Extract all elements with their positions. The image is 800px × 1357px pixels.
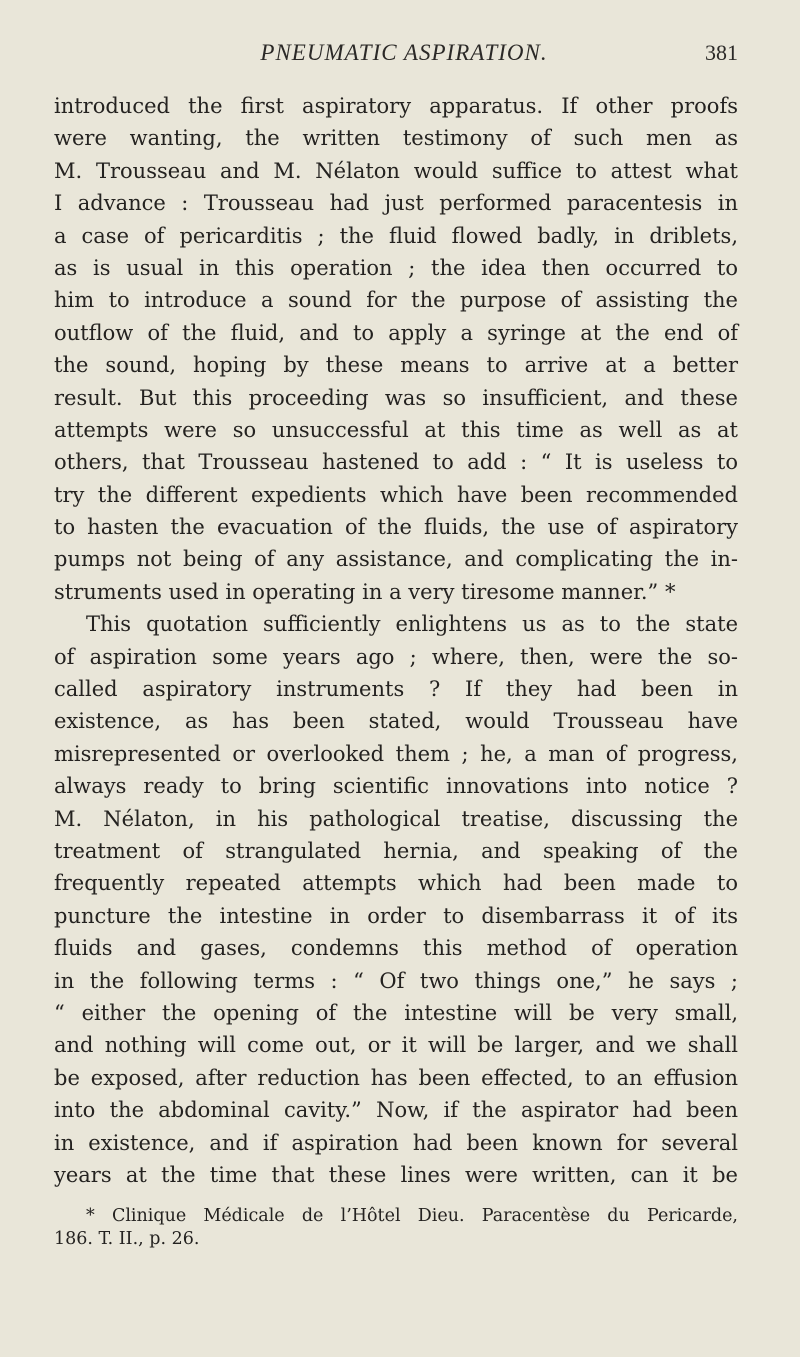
text-line: called aspiratory instruments ? If they had been in <box>54 677 738 702</box>
text-line: I advance : Trousseau had just performed paracentesis in <box>54 191 738 216</box>
text-line: fluids and gases, condemns this method of operation <box>54 936 738 961</box>
text-line: attempts were so unsuccessful at this time as well as at <box>54 417 738 442</box>
text-line: were wanting, the written testimony of such men as <box>54 126 738 151</box>
text-line: be exposed, after reduction has been effected, to an effusion <box>54 1065 738 1090</box>
text-line: in the following terms : “ Of two things one,” he says ; <box>54 968 738 993</box>
text-line: into the abdominal cavity.” Now, if the aspirator had been <box>54 1098 738 1123</box>
body-text <box>54 90 738 1191</box>
text-line: of aspiration some years ago ; where, then, were the so- <box>54 644 738 669</box>
text-line: try the different expedients which have been recommended <box>54 482 738 507</box>
text-line: M. Nélaton, in his pathological treatise, discussing the <box>54 806 738 831</box>
text-line: treatment of strangulated hernia, and speaking of the <box>54 838 738 863</box>
text-line: always ready to bring scientific innovations into notice ? <box>54 774 738 799</box>
text-line: misrepresented or overlooked them ; he, a man of progress, <box>54 741 738 766</box>
text-line: as is usual in this operation ; the idea then occurred to <box>54 255 738 280</box>
text-line: frequently repeated attempts which had been made to <box>54 871 738 896</box>
text-line: outflow of the fluid, and to apply a syringe at the end of <box>54 320 738 345</box>
text-line: This quotation sufficiently enlightens us as to the state <box>86 612 738 637</box>
text-line: to hasten the evacuation of the fluids, the use of aspiratory <box>54 515 738 540</box>
text-line: pumps not being of any assistance, and complicating the in- <box>54 547 738 572</box>
footnote <box>54 1205 738 1251</box>
text-line: a case of pericarditis ; the fluid flowed badly, in driblets, <box>54 223 738 248</box>
text-line: others, that Trousseau hastened to add : “ It is useless to <box>54 450 738 475</box>
footnote-line: * Clinique Médicale de l’Hôtel Dieu. Paracentèse du Pericarde, <box>86 1206 738 1227</box>
footnote-line: 186. T. II., p. 26. <box>54 1229 200 1250</box>
text-line: struments used in operating in a very tiresome manner.” * <box>54 579 676 604</box>
text-line: introduced the first aspiratory apparatus. If other proofs <box>54 94 738 118</box>
running-title: PNEUMATIC ASPIRATION. <box>260 40 548 65</box>
page-header <box>54 38 738 68</box>
text-line: result. But this proceeding was so insufficient, and these <box>54 385 738 410</box>
text-line: and nothing will come out, or it will be larger, and we shall <box>54 1033 738 1058</box>
text-line: puncture the intestine in order to disembarrass it of its <box>54 903 738 928</box>
text-line: in existence, and if aspiration had been known for several <box>54 1130 738 1155</box>
text-line: years at the time that these lines were written, can it be <box>54 1162 738 1187</box>
page-number: 381 <box>705 40 738 65</box>
text-line: “ either the opening of the intestine will be very small, <box>54 1000 738 1025</box>
text-line: the sound, hoping by these means to arrive at a better <box>54 353 738 378</box>
text-line: M. Trousseau and M. Nélaton would suffice to attest what <box>54 158 738 183</box>
text-line: him to introduce a sound for the purpose of assisting the <box>54 288 738 313</box>
text-line: existence, as has been stated, would Trousseau have <box>54 709 738 734</box>
